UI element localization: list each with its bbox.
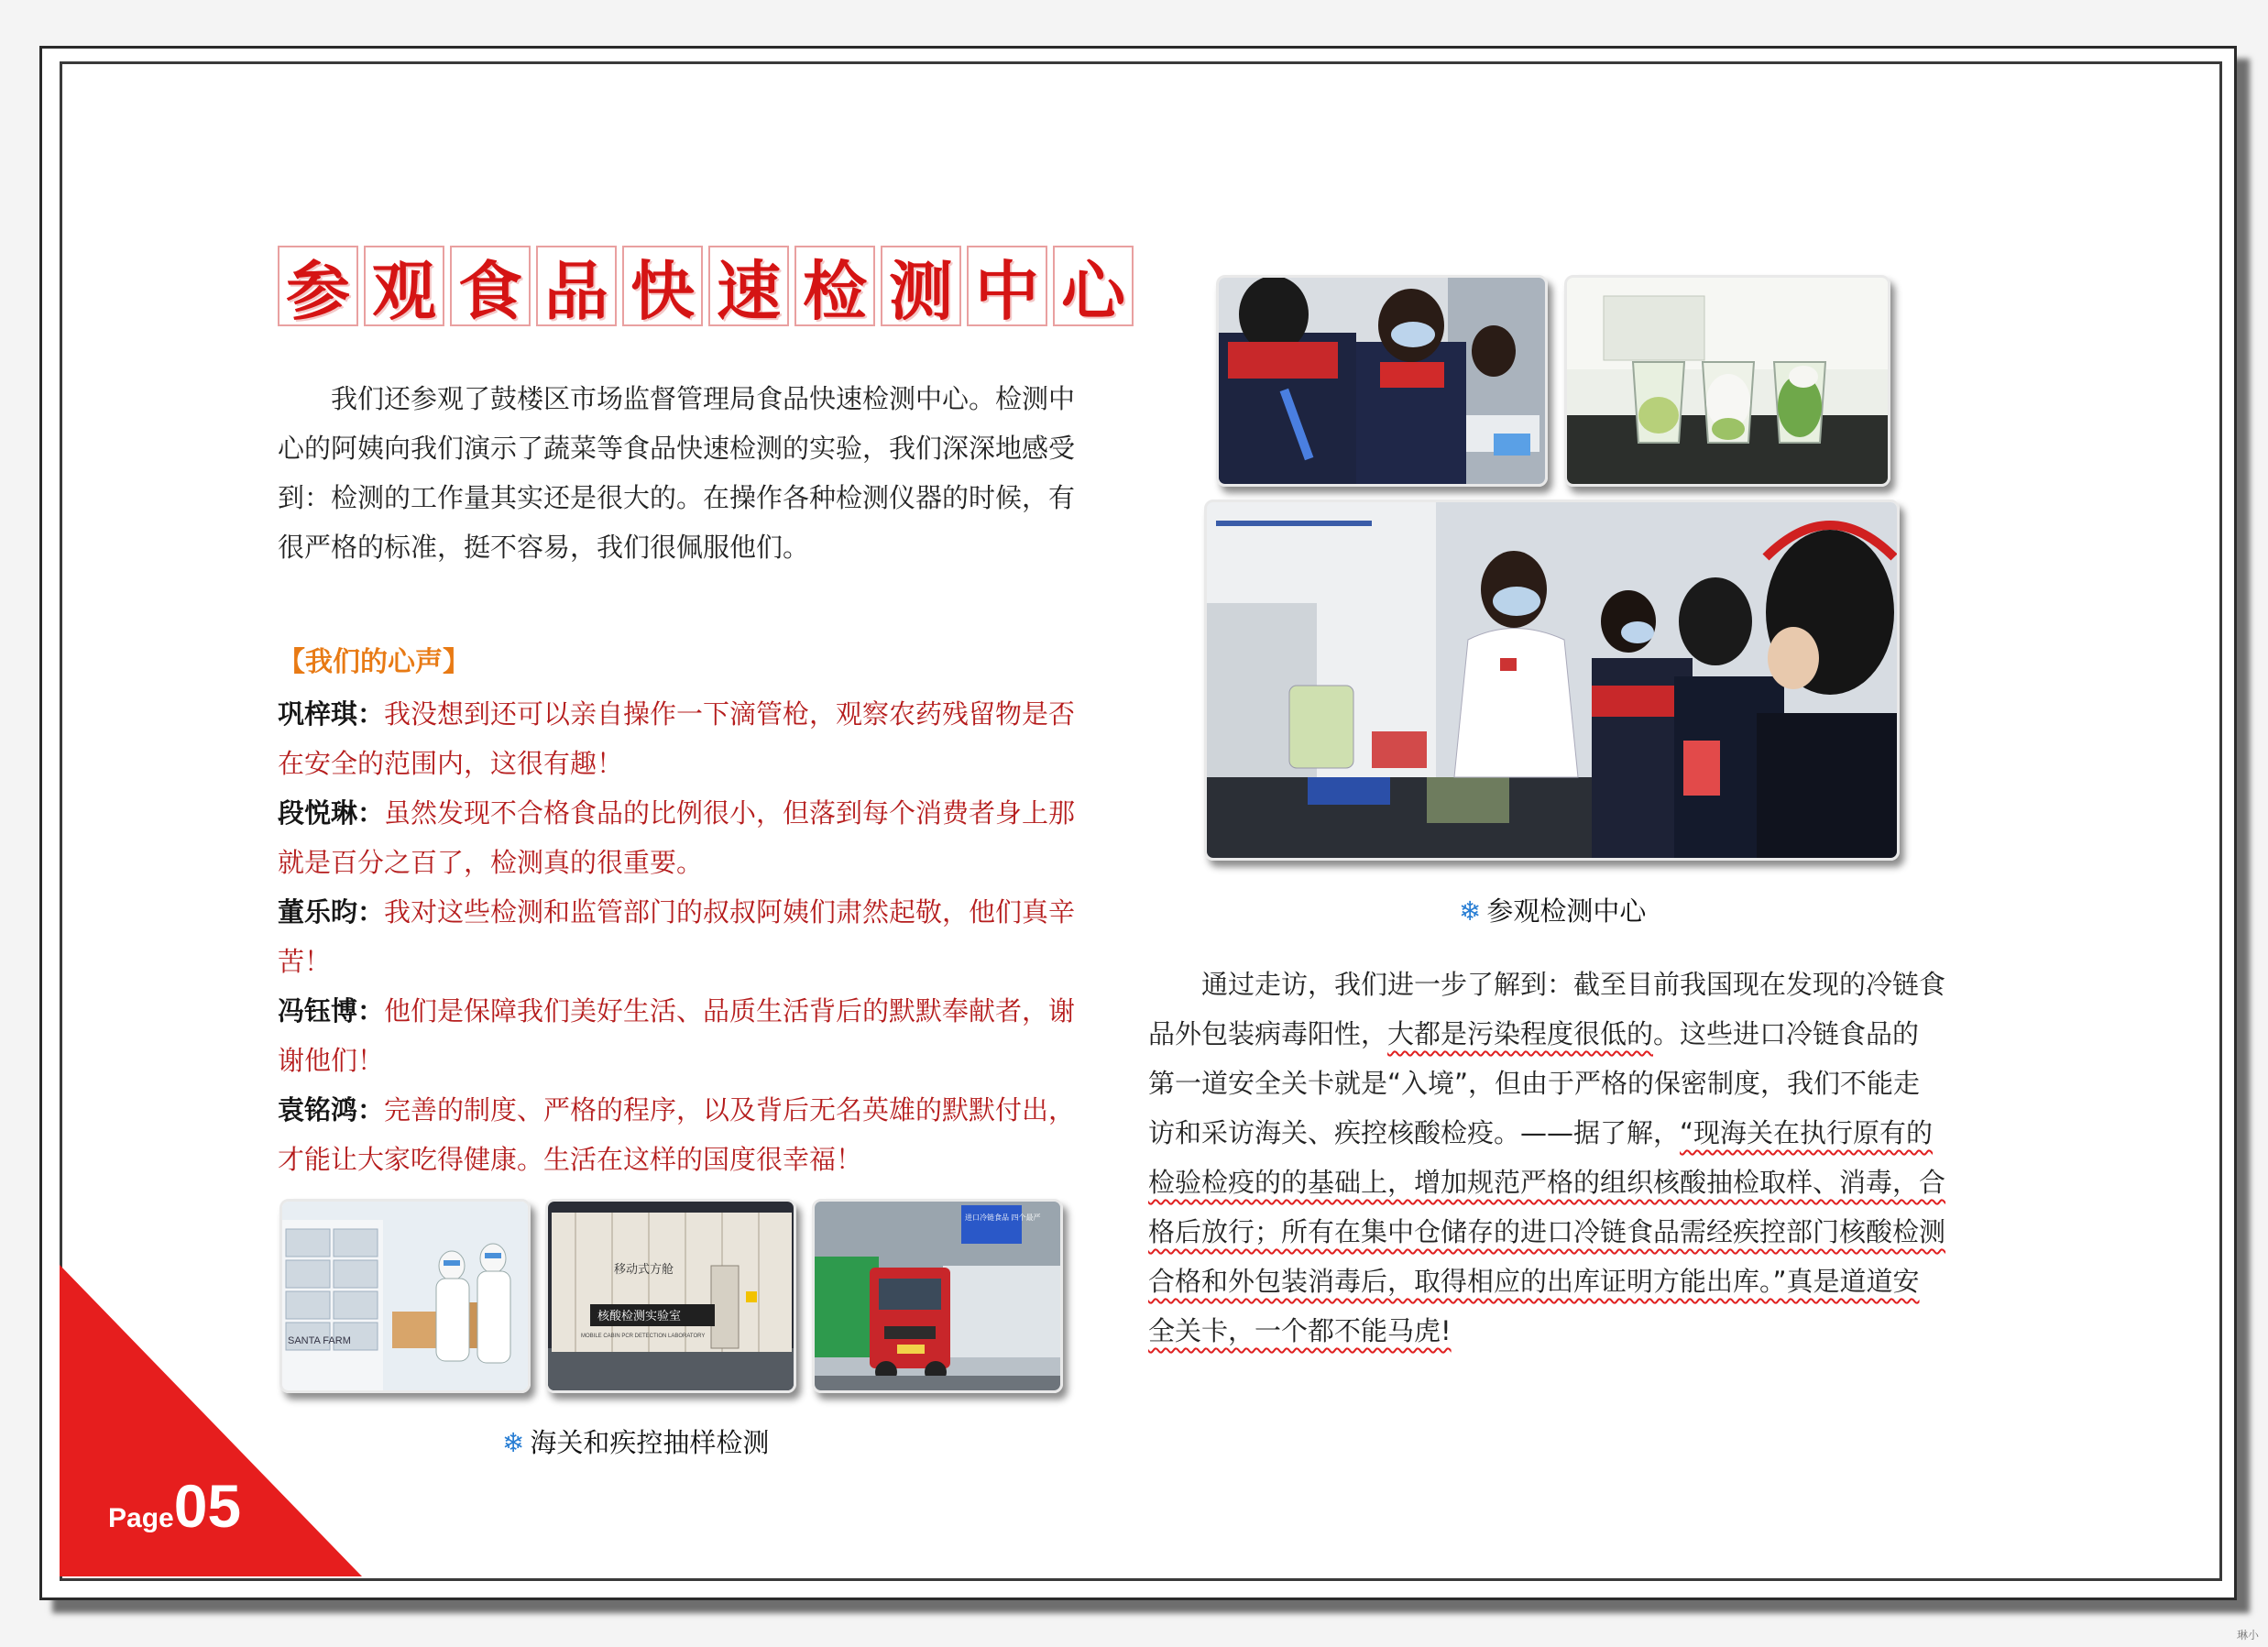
voice-item: 冯钰博：他们是保障我们美好生活、品质生活背后的默默奉献者，谢谢他们！	[278, 995, 1076, 1076]
photo-cold-chain-truck	[812, 1199, 1063, 1393]
watermark: 琳小	[2236, 1629, 2259, 1642]
voice-item: 巩梓琪：我没想到还可以亲自操作一下滴管枪，观察农药残留物是否在安全的范围内，这很有趣！	[278, 698, 1076, 779]
svg-text:移动式方舱: 移动式方舱	[614, 1263, 674, 1277]
title-char: 检	[794, 246, 875, 326]
page-title	[278, 246, 1134, 329]
intro-paragraph: 我们还参观了鼓楼区市场监督管理局食品快速检测中心。检测中心的阿姨向我们演示了蔬菜等食品快速检测的实验，我们深深地感受到：检测的工作量其实还是很大的。在操作各种检测仪器的时候，有很严格的标准，挺不容易，我们很佩服他们。	[278, 383, 1076, 563]
title-char: 心	[1053, 246, 1134, 326]
svg-text:MOBILE CABIN PCR DETECTION LAB: MOBILE CABIN PCR DETECTION LABORATORY	[581, 1334, 706, 1339]
photo-lab-demonstration	[1204, 500, 1900, 861]
title-char: 速	[708, 246, 789, 326]
svg-text:SANTA FARM: SANTA FARM	[288, 1335, 351, 1346]
photo-vegetable-samples	[1564, 275, 1890, 487]
voice-item: 袁铭鸿：完善的制度、严格的程序，以及背后无名英雄的默默付出，才能让大家吃得健康。生活在这样的国度很幸福！	[278, 1094, 1076, 1175]
voices-heading: 【我们的心声】	[278, 646, 470, 678]
svg-text:核酸检测实验室: 核酸检测实验室	[597, 1310, 682, 1323]
page-number: Page05	[108, 1472, 242, 1540]
snowflake-icon: ❄	[502, 1427, 525, 1458]
snowflake-icon: ❄	[1459, 895, 1482, 927]
caption-visit: ❄ 参观检测中心	[1459, 895, 1647, 927]
photo-mobile-lab	[545, 1199, 796, 1393]
title-char: 中	[967, 246, 1047, 326]
title-char: 快	[622, 246, 703, 326]
photo-cold-storage	[279, 1199, 531, 1393]
voice-item: 段悦琳：虽然发现不合格食品的比例很小，但落到每个消费者身上那就是百分之百了，检测真的很重要。	[278, 797, 1076, 878]
title-char: 测	[881, 246, 961, 326]
svg-text:进口冷链食品 四个最严: 进口冷链食品 四个最严	[965, 1213, 1041, 1222]
body-paragraph: 通过走访，我们进一步了解到：截至目前我国现在发现的冷链食品外包装病毒阳性，大都是污染程度很低的。这些进口冷链食品的第一道安全关卡就是“入境”，但由于严格的保密制度，我们不能走访和采访海关、疾控核酸检疫。——据了解，“现海关在执行原有的检验检疫的的基础上，增加规范严格的组织核酸抽检取样、消毒，合格后放行；所有在集中仓储存的进口冷链食品需经疾控部门核酸检测合格和外包装消毒后，取得相应的出库证明方能出库。”真是道道安全关卡，一个都不能马虎!	[1148, 969, 1946, 1346]
title-char: 观	[364, 246, 444, 326]
title-char: 品	[536, 246, 617, 326]
caption-customs: ❄ 海关和疾控抽样检测	[502, 1427, 770, 1458]
title-char: 食	[450, 246, 531, 326]
voice-item: 董乐昀：我对这些检测和监管部门的叔叔阿姨们肃然起敬，他们真辛苦！	[278, 896, 1076, 977]
title-char: 参	[278, 246, 358, 326]
photo-students-pipette	[1216, 275, 1548, 487]
